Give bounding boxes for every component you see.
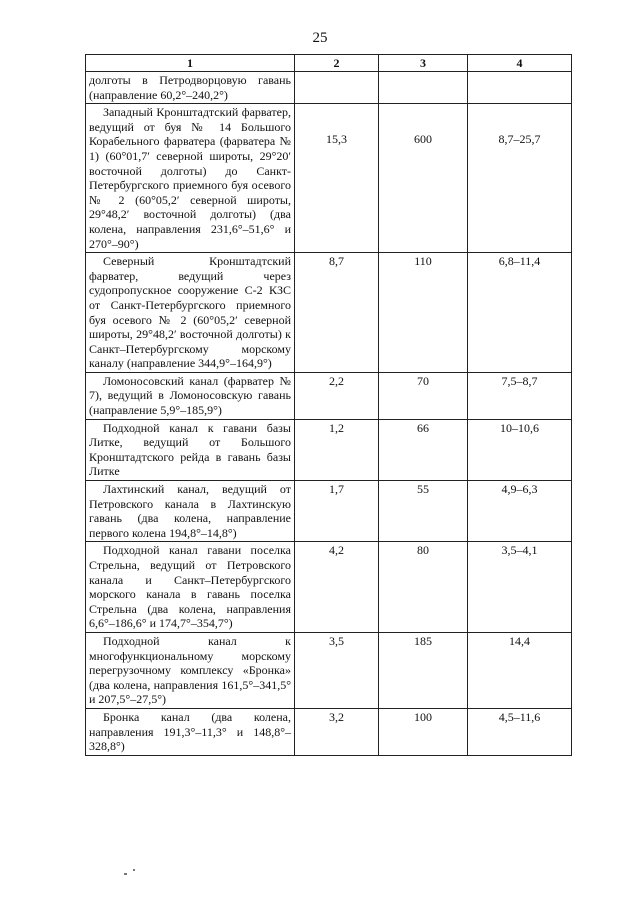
depth-cell: 3,5–4,1 <box>468 542 572 633</box>
depth-cell: 4,5–11,6 <box>468 708 572 755</box>
table-row <box>86 372 572 419</box>
length-cell: 8,7 <box>295 253 379 373</box>
table-row <box>86 104 572 253</box>
fairway-table <box>85 54 572 756</box>
scan-speck <box>133 869 135 871</box>
fairway-description: Подходной канал к многофункциональному морскому перегрузочному комплексу «Бронка» (два колена, направления 161,5°–341,5° и 207,5°–27,5°) <box>86 632 295 708</box>
table-row <box>86 419 572 480</box>
column-header-3: 3 <box>379 55 468 72</box>
column-header-1: 1 <box>86 55 295 72</box>
width-cell: 110 <box>379 253 468 373</box>
table-header-row <box>86 55 572 72</box>
table-row <box>86 72 572 104</box>
fairway-description: Бронка канал (два колена, направления 191,3°–11,3° и 148,8°–328,8°) <box>86 708 295 755</box>
depth-cell: 10–10,6 <box>468 419 572 480</box>
depth-cell: 6,8–11,4 <box>468 253 572 373</box>
table-row <box>86 481 572 542</box>
table-row <box>86 542 572 633</box>
length-cell: 3,2 <box>295 708 379 755</box>
width-cell: 66 <box>379 419 468 480</box>
table-row <box>86 708 572 755</box>
width-cell: 185 <box>379 632 468 708</box>
fairway-description: Северный Кронштадтский фарватер, ведущий через судопропускное сооружение С-2 КЗС от Санкт-Петербургского приемного буя осевого № 2 (60°05,2′ северной широты, 29°48,2′ восточной долготы) к Санкт–Петербургскому морскому каналу (направление 344,9°–164,9°) <box>86 253 295 373</box>
length-cell: 4,2 <box>295 542 379 633</box>
depth-cell: 7,5–8,7 <box>468 372 572 419</box>
width-cell: 100 <box>379 708 468 755</box>
table-row <box>86 253 572 373</box>
depth-cell: 14,4 <box>468 632 572 708</box>
page-number: 25 <box>312 30 328 46</box>
scan-speck <box>124 873 127 875</box>
width-cell: 55 <box>379 481 468 542</box>
depth-cell: 8,7–25,7 <box>468 104 572 253</box>
length-cell <box>295 72 379 104</box>
length-cell: 1,2 <box>295 419 379 480</box>
width-cell: 70 <box>379 372 468 419</box>
width-cell <box>379 72 468 104</box>
fairway-description: Ломоносовский канал (фарватер № 7), ведущий в Ломоносовскую гавань (направление 5,9°–185,9°) <box>86 372 295 419</box>
column-header-4: 4 <box>468 55 572 72</box>
length-cell: 15,3 <box>295 104 379 253</box>
fairway-description: Подходной канал гавани поселка Стрельна, ведущий от Петровского канала и Санкт–Петербургского морского канала в гавань поселка Стрельна (два колена, направления 6,6°–186,6° и 174,7°–354,7°) <box>86 542 295 633</box>
depth-cell <box>468 72 572 104</box>
depth-cell: 4,9–6,3 <box>468 481 572 542</box>
width-cell: 80 <box>379 542 468 633</box>
fairway-description: Западный Кронштадтский фарватер, ведущий от буя № 14 Большого Корабельного фарватера (фарватера № 1) (60°01,7′ северной широты, 29°20′ восточной долготы) до Санкт-Петербургского приемного буя осевого № 2 (60°05,2′ северной широты, 29°48,2′ восточной долготы) (два колена, направления 231,6°–51,6° и 270°–90°) <box>86 104 295 253</box>
width-cell: 600 <box>379 104 468 253</box>
fairway-description: долготы в Петродворцовую гавань (направление 60,2°–240,2°) <box>86 72 295 104</box>
fairway-description: Лахтинский канал, ведущий от Петровского канала в Лахтинскую гавань (два колена, направление первого колена 194,8°–14,8°) <box>86 481 295 542</box>
table-row <box>86 632 572 708</box>
length-cell: 3,5 <box>295 632 379 708</box>
length-cell: 2,2 <box>295 372 379 419</box>
column-header-2: 2 <box>295 55 379 72</box>
fairway-description: Подходной канал к гавани базы Литке, ведущий от Большого Кронштадтского рейда в гавань базы Литке <box>86 419 295 480</box>
length-cell: 1,7 <box>295 481 379 542</box>
